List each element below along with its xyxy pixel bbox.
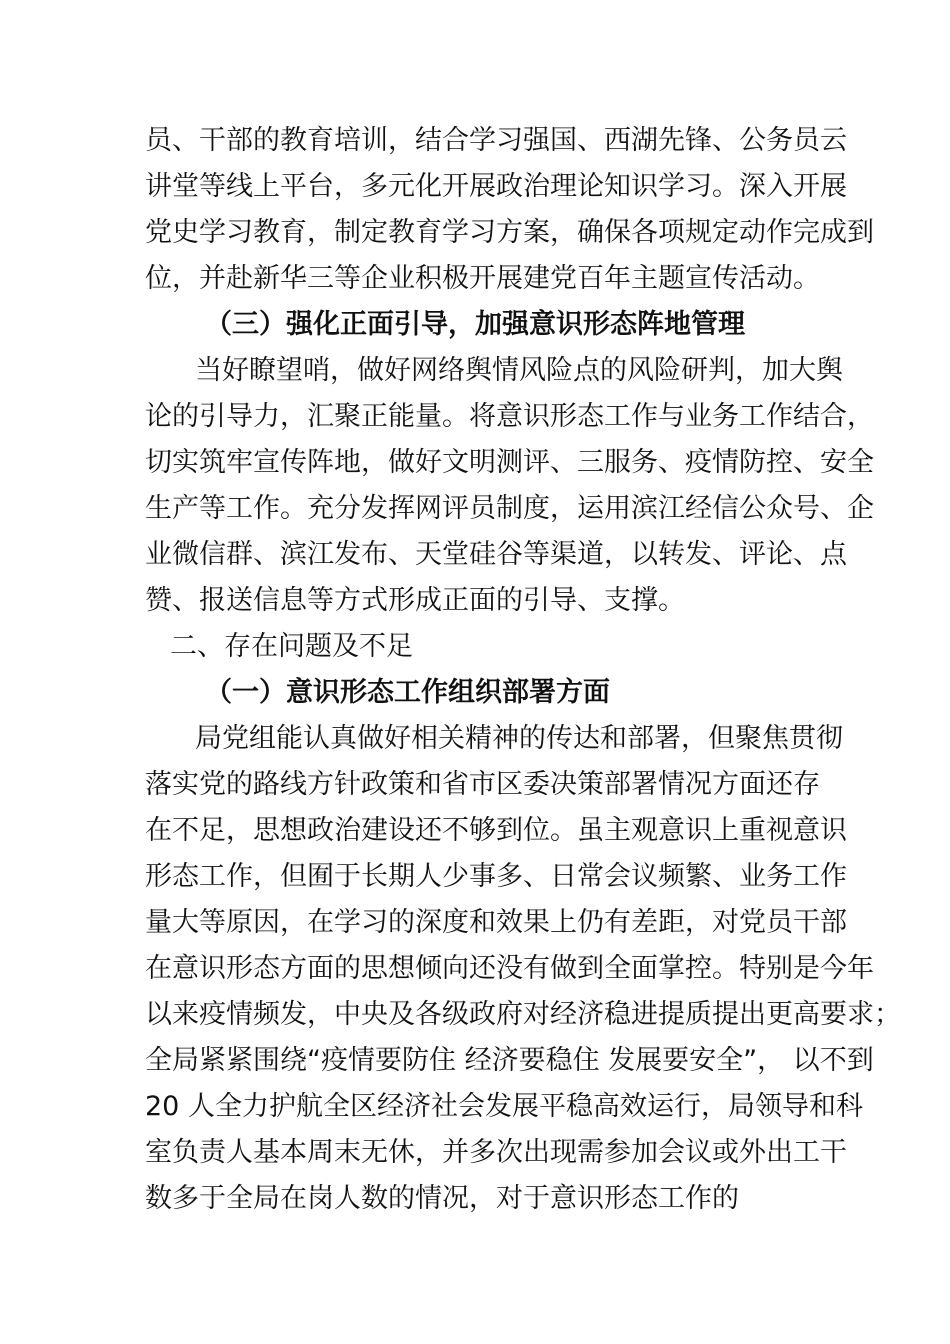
body-text-line: 在意识形态方面的思想倾向还没有做到全面掌控。特别是今年 (145, 953, 874, 984)
body-text-line: 赞、报送信息等方式形成正面的引导、支撑。 (145, 585, 685, 616)
body-text-line: 在不足，思想政治建设还不够到位。虽主观意识上重视意识 (145, 815, 847, 846)
body-text-line: 生产等工作。充分发挥网评员制度，运用滨江经信公众号、企 (145, 493, 874, 524)
body-text-line: 员、干部的教育培训，结合学习强国、西湖先锋、公务员云 (145, 125, 847, 156)
section-heading-3: （三）强化正面引导，加强意识形态阵地管理 (205, 309, 745, 340)
body-text-line: 全局紧紧围绕“疫情要防住 经济要稳住 发展要安全”， 以不到 (145, 1045, 874, 1076)
paragraph-first-line: 局党组能认真做好相关精神的传达和部署，但聚焦贯彻 (195, 723, 843, 754)
body-text-line: 切实筑牢宣传阵地，做好文明测评、三服务、疫情防控、安全 (145, 447, 874, 478)
body-text-line: 论的引导力，汇聚正能量。将意识形态工作与业务工作结合， (145, 401, 874, 432)
body-text-line: 形态工作，但囿于长期人少事多、日常会议频繁、业务工作 (145, 861, 847, 892)
body-text-line: 室负责人基本周末无休，并多次出现需参加会议或外出工干 (145, 1137, 847, 1168)
body-text-line: 数多于全局在岗人数的情况，对于意识形态工作的 (145, 1183, 739, 1214)
body-text-line: 20 人全力护航全区经济社会发展平稳高效运行，局领导和科 (145, 1091, 863, 1122)
section-heading-1: （一）意识形态工作组织部署方面 (205, 677, 610, 708)
body-text-line: 业微信群、滨江发布、天堂硅谷等渠道，以转发、评论、点 (145, 539, 847, 570)
body-text-line: 量大等原因，在学习的深度和效果上仍有差距，对党员干部 (145, 907, 847, 938)
paragraph-first-line: 当好瞭望哨，做好网络舆情风险点的风险研判，加大舆 (195, 355, 843, 386)
body-text-line: 落实党的路线方针政策和省市区委决策部署情况方面还存 (145, 769, 820, 800)
chapter-heading-2: 二、存在问题及不足 (170, 631, 413, 662)
body-text-line: 党史学习教育，制定教育学习方案，确保各项规定动作完成到 (145, 217, 874, 248)
body-text-line: 以来疫情频发，中央及各级政府对经济稳进提质提出更高要求； (145, 999, 901, 1030)
body-text-line: 讲堂等线上平台，多元化开展政治理论知识学习。深入开展 (145, 171, 847, 202)
body-text-line: 位，并赴新华三等企业积极开展建党百年主题宣传活动。 (145, 263, 820, 294)
